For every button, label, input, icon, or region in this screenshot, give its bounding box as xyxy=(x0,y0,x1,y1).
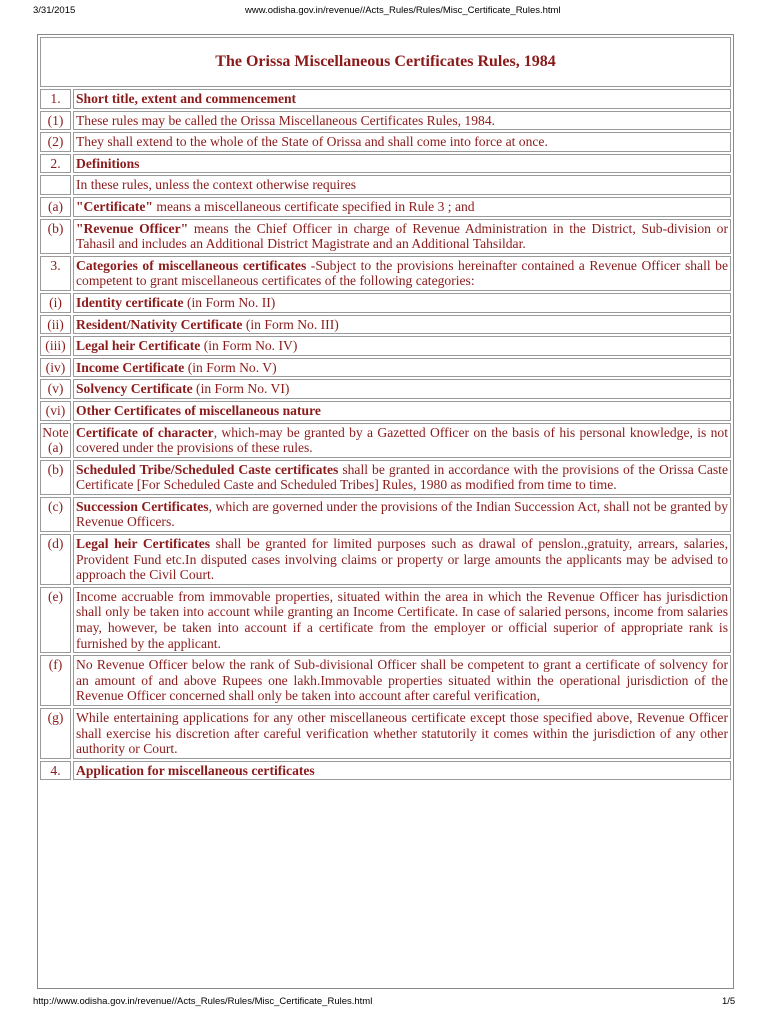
rule-text xyxy=(73,175,731,195)
rule-number: 2. xyxy=(40,154,71,174)
rule-row xyxy=(40,197,731,217)
rule-number: 4. xyxy=(40,761,71,781)
rule-heading: Legal heir Certificate xyxy=(76,338,201,354)
rule-number: (b) xyxy=(40,219,71,254)
rule-heading: "Certificate" xyxy=(76,198,153,214)
rule-body: means a miscellaneous certificate specified in Rule 3 ; and xyxy=(152,198,475,214)
rule-heading: Certificate of character xyxy=(76,424,214,440)
rule-body: , which-may be granted by a Gazetted Officer on the basis of his personal knowledge, is not covered under the provisions of these rules. xyxy=(76,424,728,456)
rule-text xyxy=(73,379,731,399)
rule-text xyxy=(73,89,731,109)
rule-row xyxy=(40,497,731,532)
rule-row xyxy=(40,111,731,131)
rule-text xyxy=(73,132,731,152)
rule-heading: Application for miscellaneous certificates xyxy=(76,762,315,778)
rule-number: (ii) xyxy=(40,315,71,335)
header-url[interactable]: www.odisha.gov.in/revenue//Acts_Rules/Rules/Misc_Certificate_Rules.html xyxy=(245,5,561,16)
rule-number: (e) xyxy=(40,587,71,653)
rule-body: -Subject to the provisions hereinafter contained a Revenue Officer shall be competent to grant miscellaneous certificates of the following categories: xyxy=(76,257,729,289)
rule-row xyxy=(40,379,731,399)
rule-heading: Solvency Certificate xyxy=(76,381,193,397)
rule-number: (1) xyxy=(40,111,71,131)
rule-row xyxy=(40,708,731,759)
rule-text xyxy=(73,587,731,653)
rule-number: 3. xyxy=(40,256,71,291)
rule-number: (a) xyxy=(40,197,71,217)
rule-text xyxy=(73,655,731,706)
rule-body: (in Form No. III) xyxy=(242,316,339,332)
rule-row xyxy=(40,256,731,291)
rule-heading: Short title, extent and commencement xyxy=(76,91,297,106)
rule-body: No Revenue Officer below the rank of Sub-divisional Officer shall be competent to grant a certificate of solvency for an amount of and above Rupees one lakh.Immovable properties situated within the operational jurisdiction of the Revenue Officer concerned shall only be taken into account after careful verification, xyxy=(76,657,728,704)
rule-row xyxy=(40,761,731,781)
rule-text xyxy=(73,293,731,313)
rule-text xyxy=(73,154,731,174)
rule-number: (i) xyxy=(40,293,71,313)
rule-heading: Categories of miscellaneous certificates xyxy=(76,257,307,273)
rule-text xyxy=(73,256,731,291)
rule-body: means the Chief Officer in charge of Revenue Administration in the District, Sub-division or Tahasil and includes an Additional District Magistrate and an Additional Tahsildar. xyxy=(76,220,728,252)
rule-text xyxy=(73,315,731,335)
rule-body: In these rules, unless the context otherwise requires xyxy=(76,177,357,193)
rule-heading: Identity certificate xyxy=(76,294,184,310)
rule-row xyxy=(40,336,731,356)
rule-number: (c) xyxy=(40,497,71,532)
rule-number: (f) xyxy=(40,655,71,706)
rule-text xyxy=(73,761,731,781)
rule-text xyxy=(73,423,731,458)
rule-heading: Other Certificates of miscellaneous nature xyxy=(76,402,321,418)
rule-number: (g) xyxy=(40,708,71,759)
page-number: 1/5 xyxy=(722,996,736,1007)
rule-body: (in Form No. V) xyxy=(184,359,277,375)
rule-row xyxy=(40,219,731,254)
rule-row xyxy=(40,655,731,706)
page-footer xyxy=(0,994,768,1010)
rule-row xyxy=(40,315,731,335)
rule-text xyxy=(73,497,731,532)
rule-row xyxy=(40,175,731,195)
rule-number: (vi) xyxy=(40,401,71,421)
rule-number: (iv) xyxy=(40,358,71,378)
rule-row xyxy=(40,89,731,109)
rule-body: shall be granted in accordance with the provisions of the Orissa Caste Certificate [For Scheduled Caste and Scheduled Tribes] Rules, 1980 as modified from time to time. xyxy=(76,461,728,493)
rule-row xyxy=(40,132,731,152)
rule-body: While entertaining applications for any other miscellaneous certificate except those specified above, Revenue Officer shall exercise his discretion after careful verification whether statutorily it comes within the jurisdiction of any other authority or Court. xyxy=(76,710,728,757)
rule-number: (d) xyxy=(40,534,71,585)
rule-heading: Income Certificate xyxy=(76,359,185,375)
rule-text xyxy=(73,197,731,217)
rule-number: (2) xyxy=(40,132,71,152)
rule-text xyxy=(73,534,731,585)
rule-row xyxy=(40,154,731,174)
rule-heading: Legal heir Certificates xyxy=(76,536,211,552)
print-date: 3/31/2015 xyxy=(33,5,76,16)
rule-heading: Scheduled Tribe/Scheduled Caste certificates xyxy=(76,461,339,477)
rule-body: shall be granted for limited purposes such as drawal of penslon.,gratuity, arrears, salaries, Provident Fund etc.In disputed cases involving claims or property or large amounts the applicants may be advised to approach the Civil Court. xyxy=(76,536,728,583)
rule-body: These rules may be called the Orissa Miscellaneous Certificates Rules, 1984. xyxy=(76,112,496,128)
title-row xyxy=(40,37,731,87)
rule-number xyxy=(40,175,71,195)
rules-table xyxy=(38,35,733,782)
rule-body: (in Form No. VI) xyxy=(192,381,290,397)
document-title: The Orissa Miscellaneous Certificates Rules, 1984 xyxy=(40,37,731,87)
rule-heading: Definitions xyxy=(76,155,140,171)
rule-number: (b) xyxy=(40,460,71,495)
rule-body: They shall extend to the whole of the State of Orissa and shall come into force at once. xyxy=(76,134,548,150)
rule-text xyxy=(73,460,731,495)
rule-number: (v) xyxy=(40,379,71,399)
rule-heading: "Revenue Officer" xyxy=(76,220,189,236)
rule-text xyxy=(73,401,731,421)
rule-text xyxy=(73,708,731,759)
rule-number: (iii) xyxy=(40,336,71,356)
rule-text xyxy=(73,111,731,131)
footer-url[interactable]: http://www.odisha.gov.in/revenue//Acts_Rules/Rules/Misc_Certificate_Rules.html xyxy=(33,996,373,1007)
rule-number: 1. xyxy=(40,89,71,109)
rule-row xyxy=(40,460,731,495)
rule-heading: Resident/Nativity Certificate xyxy=(76,316,243,332)
rule-heading: Succession Certificates xyxy=(76,498,209,514)
rule-row xyxy=(40,534,731,585)
rule-body: (in Form No. IV) xyxy=(200,338,298,354)
rule-number: Note (a) xyxy=(40,423,71,458)
rule-text xyxy=(73,358,731,378)
rule-text xyxy=(73,336,731,356)
rule-row xyxy=(40,587,731,653)
rule-row xyxy=(40,293,731,313)
rule-row xyxy=(40,358,731,378)
rule-body: (in Form No. II) xyxy=(183,294,276,310)
rule-body: , which are governed under the provisions of the Indian Succession Act, shall not be granted by Revenue Officers. xyxy=(76,498,728,530)
page-header xyxy=(0,3,768,19)
rule-body: Income accruable from immovable properties, situated within the area in which the Revenue Officer has jurisdiction shall only be taken into account while granting an Income Certificate. In case of salaried persons, income from salaries may, however, be taken into account if a certificate from the employer or official superior of appropriate rank is furnished by the applicant. xyxy=(76,588,728,651)
rule-row xyxy=(40,401,731,421)
rule-text xyxy=(73,219,731,254)
rule-row xyxy=(40,423,731,458)
rules-document xyxy=(37,34,734,989)
